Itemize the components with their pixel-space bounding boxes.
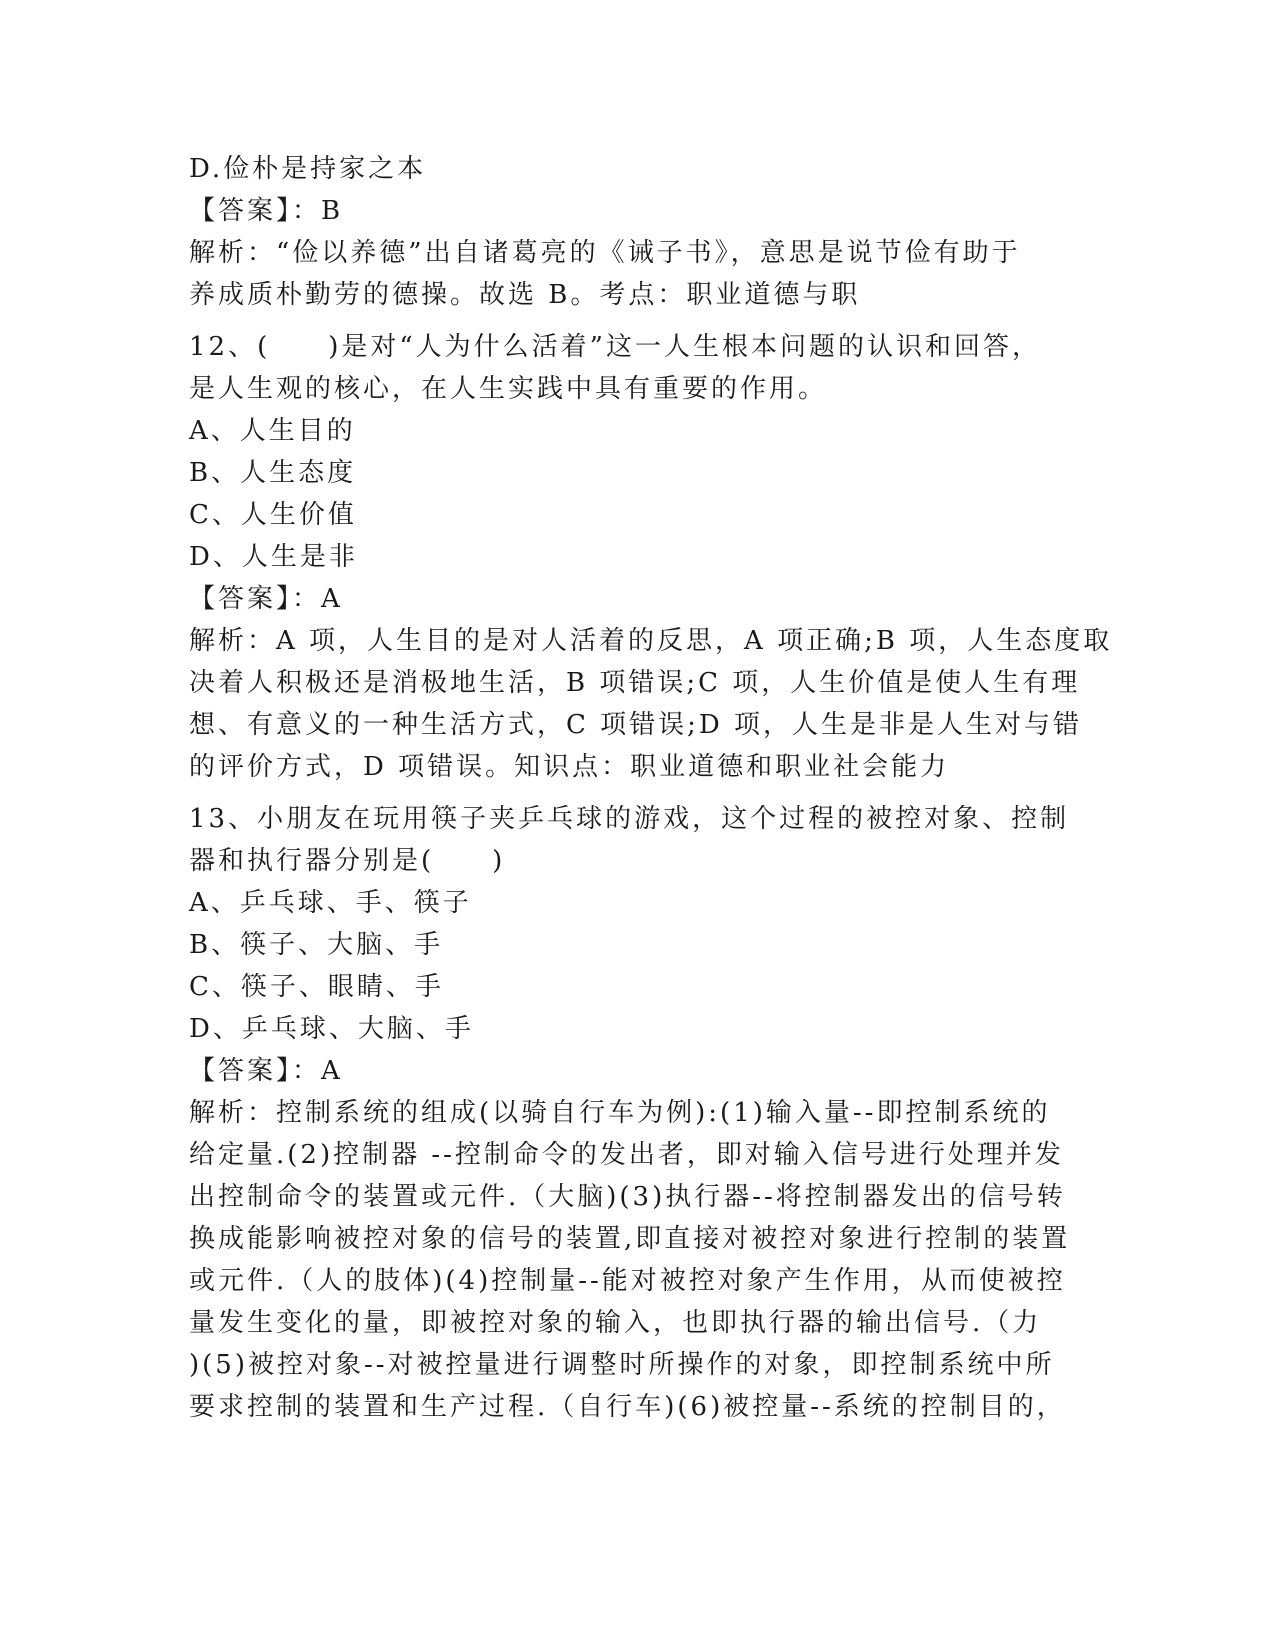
option-b: B、人生态度 bbox=[189, 458, 357, 488]
document-page bbox=[189, 148, 1113, 1428]
analysis-line: 的评价方式，D 项错误。知识点：职业道德和职业社会能力 bbox=[189, 752, 950, 782]
analysis-line: 换成能影响被控对象的信号的装置,即直接对被控对象进行控制的装置 bbox=[189, 1224, 1071, 1254]
analysis-line: 出控制命令的装置或元件.（大脑)(3)执行器--将控制器发出的信号转 bbox=[189, 1182, 1066, 1212]
analysis-line: 解析：“俭以养德”出自诸葛亮的《诫子书》，意思是说节俭有助于 bbox=[189, 238, 1021, 268]
option-d: D、人生是非 bbox=[189, 542, 358, 572]
analysis-line: 解析：A 项，人生目的是对人活着的反思，A 项正确;B 项，人生态度取 bbox=[189, 626, 1113, 656]
analysis-line: 养成质朴勤劳的德操。故选 B。考点：职业道德与职 bbox=[189, 280, 861, 310]
option-d: D.俭朴是持家之本 bbox=[189, 154, 427, 184]
analysis-line: 或元件.（人的肢体)(4)控制量--能对被控对象产生作用，从而使被控 bbox=[189, 1266, 1066, 1296]
question-12 bbox=[189, 326, 1113, 788]
question-13 bbox=[189, 798, 1069, 1428]
analysis-line: 给定量.(2)控制器 --控制命令的发出者，即对输入信号进行处理并发 bbox=[189, 1140, 1064, 1170]
option-d: D、乒乓球、大脑、手 bbox=[189, 1014, 474, 1044]
option-a: A、乒乓球、手、筷子 bbox=[189, 888, 472, 918]
analysis-line: 决着人积极还是消极地生活，B 项错误;C 项，人生价值是使人生有理 bbox=[189, 668, 1081, 698]
analysis-line: 量发生变化的量，即被控对象的输入，也即执行器的输出信号.（力 bbox=[189, 1308, 1042, 1338]
analysis-line: )(5)被控对象--对被控量进行调整时所操作的对象，即控制系统中所 bbox=[189, 1350, 1055, 1380]
answer-line: 【答案】：B bbox=[189, 196, 344, 226]
option-c: C、人生价值 bbox=[189, 500, 357, 530]
question-stem: 12、( )是对“人为什么活着”这一人生根本问题的认识和回答， bbox=[189, 332, 1041, 362]
option-b: B、筷子、大脑、手 bbox=[189, 930, 444, 960]
option-c: C、筷子、眼睛、手 bbox=[189, 972, 444, 1002]
question-stem: 13、小朋友在玩用筷子夹乒乓球的游戏，这个过程的被控对象、控制 bbox=[189, 804, 1070, 834]
analysis-line: 想、有意义的一种生活方式，C 项错误;D 项，人生是非是人生对与错 bbox=[189, 710, 1083, 740]
question-11 bbox=[189, 148, 1069, 316]
analysis-line: 解析：控制系统的组成(以骑自行车为例):(1)输入量--即控制系统的 bbox=[189, 1098, 1051, 1128]
answer-line: 【答案】：A bbox=[189, 1056, 343, 1086]
question-stem: 器和执行器分别是( ) bbox=[189, 846, 506, 876]
analysis-line: 要求控制的装置和生产过程.（自行车)(6)被控量--系统的控制目的， bbox=[189, 1392, 1066, 1422]
answer-line: 【答案】：A bbox=[189, 584, 343, 614]
question-stem: 是人生观的核心，在人生实践中具有重要的作用。 bbox=[189, 374, 828, 404]
option-a: A、人生目的 bbox=[189, 416, 356, 446]
